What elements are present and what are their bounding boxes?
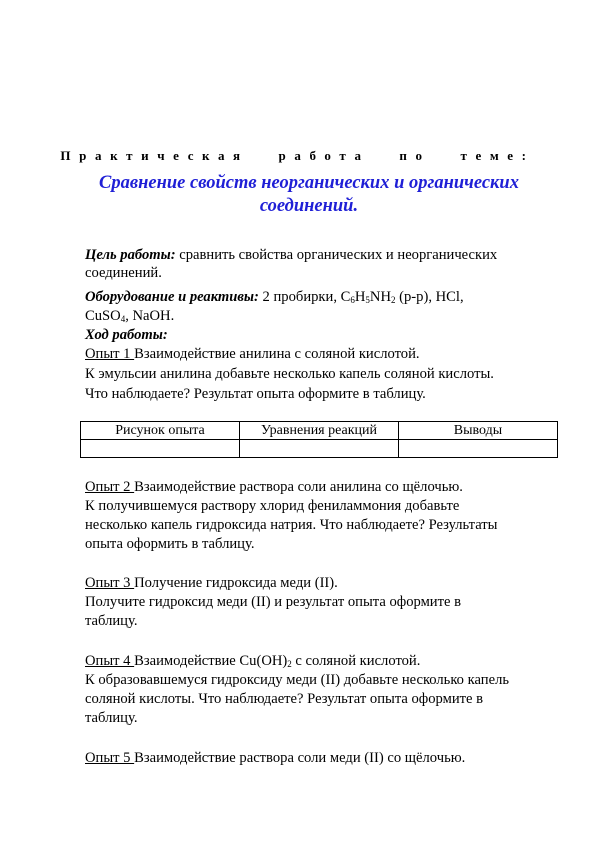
experiment-4-label: Опыт 4 — [85, 653, 135, 669]
experiment-3-label: Опыт 3 — [85, 575, 135, 591]
experiment-5-label: Опыт 5 — [85, 750, 135, 766]
experiment-3-heading — [85, 574, 338, 592]
experiment-3-instruction-2: таблицу. — [85, 613, 138, 629]
table-header-row — [81, 422, 558, 440]
results-table — [80, 421, 558, 458]
goal-text-continued: соединений. — [85, 265, 162, 281]
experiment-1-label: Опыт 1 — [85, 346, 135, 362]
experiment-4-instruction-3: таблицу. — [85, 710, 138, 726]
equipment-label: Оборудование и реактивы: — [85, 289, 259, 305]
worksheet-title-line-1: Сравнение свойств неорганических и органических — [99, 173, 519, 193]
equipment-text-continued: CuSO$_4$, NaOH. — [85, 308, 175, 324]
table-cell-empty — [81, 440, 240, 458]
equipment-text: 2 пробирки, $C_6H_5NH_2$ (р-р), HCl, — [258, 289, 464, 305]
table-cell-empty — [240, 440, 399, 458]
procedure-label: Ход работы: — [85, 327, 168, 343]
experiment-2-instruction-2: несколько капель гидроксида натрия. Что наблюдаете? Результаты — [85, 517, 498, 533]
experiment-4-instruction: К образовавшемуся гидроксиду меди (II) добавьте несколько капель — [85, 672, 510, 688]
experiment-1-heading — [85, 345, 420, 363]
experiment-1-instruction: К эмульсии анилина добавьте несколько капель соляной кислоты. — [85, 366, 494, 382]
experiment-2-instruction-3: опыта оформить в таблицу. — [85, 536, 255, 552]
goal-label: Цель работы: — [85, 247, 176, 263]
equipment-paragraph — [85, 288, 464, 306]
experiment-4-instruction-2: соляной кислоты. Что наблюдаете? Результат опыта оформите в — [85, 691, 484, 707]
table-cell-empty — [399, 440, 558, 458]
experiment-4-title: Взаимодействие $Cu(OH)_2$ с соляной кислотой. — [134, 653, 421, 669]
worksheet-heading: Практическая работа по теме: — [60, 148, 535, 163]
worksheet-title-line-2: соединений. — [259, 196, 359, 216]
goal-paragraph — [85, 246, 497, 264]
table-header-equations: Уравнения реакций — [240, 422, 399, 440]
experiment-2-title: Взаимодействие раствора соли анилина со щёлочью. — [134, 479, 463, 495]
experiment-2-instruction: К получившемуся раствору хлорид фениламмония добавьте — [85, 498, 460, 514]
experiment-1-title: Взаимодействие анилина с соляной кислотой. — [134, 346, 420, 362]
experiment-5-heading — [85, 749, 465, 767]
experiment-2-heading — [85, 478, 463, 496]
table-header-drawing: Рисунок опыта — [81, 422, 240, 440]
table-row — [81, 440, 558, 458]
experiment-1-question: Что наблюдаете? Результат опыта оформите в таблицу. — [85, 386, 426, 402]
experiment-4-heading — [85, 652, 420, 670]
goal-text: сравнить свойства органических и неорганических — [175, 247, 498, 263]
experiment-3-instruction: Получите гидроксид меди (II) и результат опыта оформите в — [85, 594, 462, 610]
table-header-conclusions: Выводы — [399, 422, 558, 440]
experiment-3-title: Получение гидроксида меди (II). — [134, 575, 338, 591]
experiment-5-title: Взаимодействие раствора соли меди (II) со щёлочью. — [134, 750, 466, 766]
experiment-2-label: Опыт 2 — [85, 479, 135, 495]
